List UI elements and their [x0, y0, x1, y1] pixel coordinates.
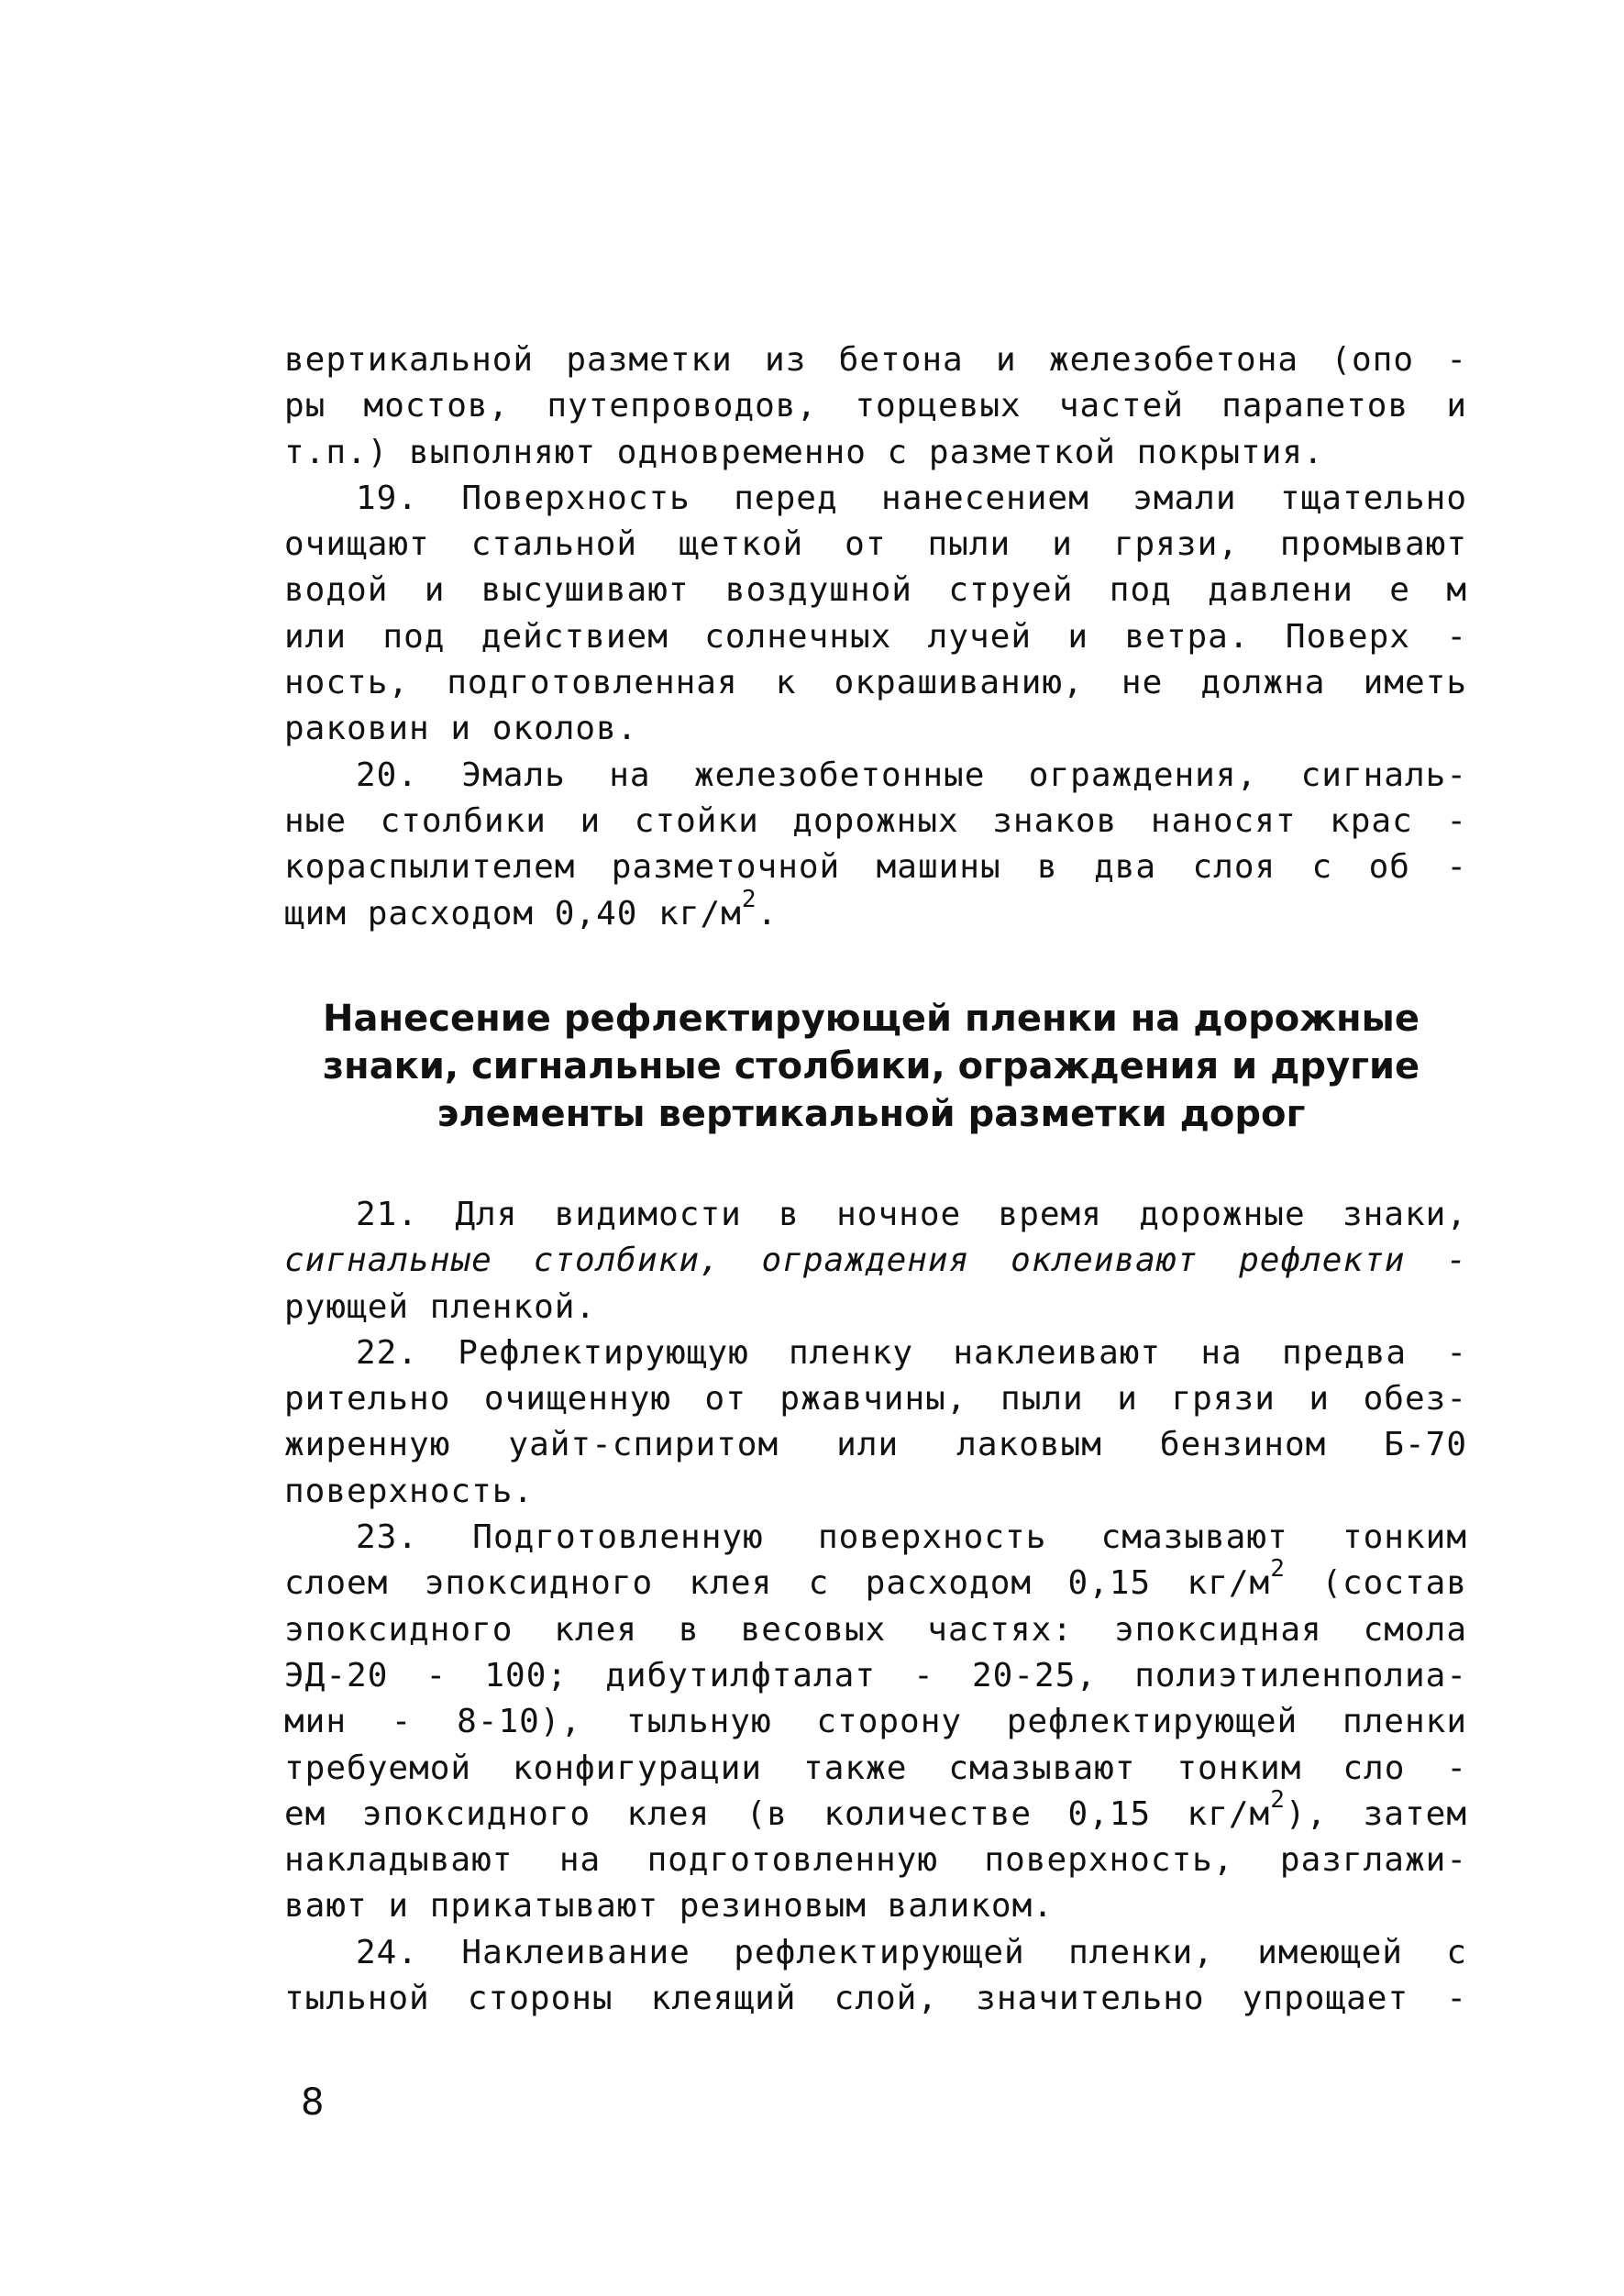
section-heading	[275, 995, 1467, 1138]
consumption-text: слоем эпоксидного клея с расходом 0,15 кг/м	[284, 1564, 1271, 1603]
text-line: эпоксидного клея в весовых частях: эпоксидная смола	[284, 1610, 1467, 1649]
text-line: тыльной стороны клеящий слой, значительно упрощает -	[284, 1980, 1467, 2018]
text-line: ры мостов, путепроводов, торцевых частей парапетов и	[284, 387, 1467, 425]
text-line: рующей пленкой.	[284, 1287, 597, 1326]
paragraph-19-start: 19. Поверхность перед нанесением эмали тщательно	[356, 479, 1467, 517]
heading-line: Нанесение рефлектирующей пленки на дорожные	[323, 998, 1420, 1040]
exponent: 2	[1270, 1785, 1286, 1814]
paragraph-24-start: 24. Наклеивание рефлектирующей пленки, имеющей с	[356, 1933, 1467, 1971]
text-line: или под действием солнечных лучей и ветра. Поверх -	[284, 617, 1467, 656]
paragraph-23-start: 23. Подготовленную поверхность смазывают тонким	[356, 1518, 1467, 1557]
text-line	[284, 885, 1467, 937]
text-line: жиренную уайт-спиритом или лаковым бензином Б-70	[284, 1426, 1467, 1464]
text-line: мин - 8-10), тыльную сторону рефлектирующей пленки	[284, 1703, 1467, 1741]
text-line: очищают стальной щеткой от пыли и грязи, промывают	[284, 525, 1467, 564]
text-line: вертикальной разметки из бетона и железобетона (опо -	[284, 341, 1467, 379]
composition-open: (состав	[1285, 1564, 1467, 1603]
heading-line: элементы вертикальной разметки дорог	[436, 1093, 1306, 1135]
text-line: сигнальные столбики, ограждения оклеивают рефлекти -	[284, 1242, 1467, 1280]
text-line: кораспылителем разметочной машины в два слоя с об -	[284, 848, 1467, 887]
text-line	[284, 1785, 1467, 1838]
text-line: ные столбики и стойки дорожных знаков наносят крас -	[284, 801, 1467, 840]
heading-line: знаки, сигнальные столбики, ограждения и другие	[322, 1045, 1420, 1087]
text-line: раковин и околов.	[284, 710, 638, 748]
text-line: т.п.) выполняют одновременно с разметкой покрытия.	[284, 433, 1324, 471]
text-line: водой и высушивают воздушной струей под давлени е м	[284, 571, 1467, 610]
paragraph-20-start: 20. Эмаль на железобетонные ограждения, сигналь-	[356, 756, 1467, 794]
text-line: накладывают на подготовленную поверхность, разглажи-	[284, 1841, 1467, 1880]
text-line: требуемой конфигурации также смазывают тонким сло -	[284, 1749, 1467, 1787]
quantity-text: ем эпоксидного клея (в количестве 0,15 кг/м	[284, 1794, 1271, 1833]
paragraph-22-start: 22. Рефлектирующую пленку наклеивают на предва -	[356, 1333, 1467, 1372]
text-line: рительно очищенную от ржавчины, пыли и грязи и обез-	[284, 1380, 1467, 1418]
text-line	[284, 1555, 1467, 1606]
line-end: .	[757, 894, 779, 933]
exponent: 2	[1270, 1555, 1286, 1584]
section-top-text	[284, 337, 1467, 937]
paragraph-21-start: 21. Для видимости в ночное время дорожные знаки,	[356, 1196, 1467, 1233]
section-bottom-text	[284, 1192, 1467, 2022]
text-line: поверхность.	[284, 1472, 535, 1510]
text-line: вают и прикатывают резиновым валиком.	[284, 1887, 1054, 1926]
text-line: ЭД-20 - 100; дибутилфталат - 20-25, полиэтиленполиа-	[284, 1656, 1467, 1694]
text-line: ность, подготовленная к окрашиванию, не должна иметь	[284, 664, 1467, 702]
page-number: 8	[301, 2081, 325, 2124]
consumption-text: щим расходом 0,40 кг/м	[284, 894, 742, 933]
quantity-close: ), затем	[1285, 1794, 1467, 1833]
exponent: 2	[741, 885, 757, 913]
